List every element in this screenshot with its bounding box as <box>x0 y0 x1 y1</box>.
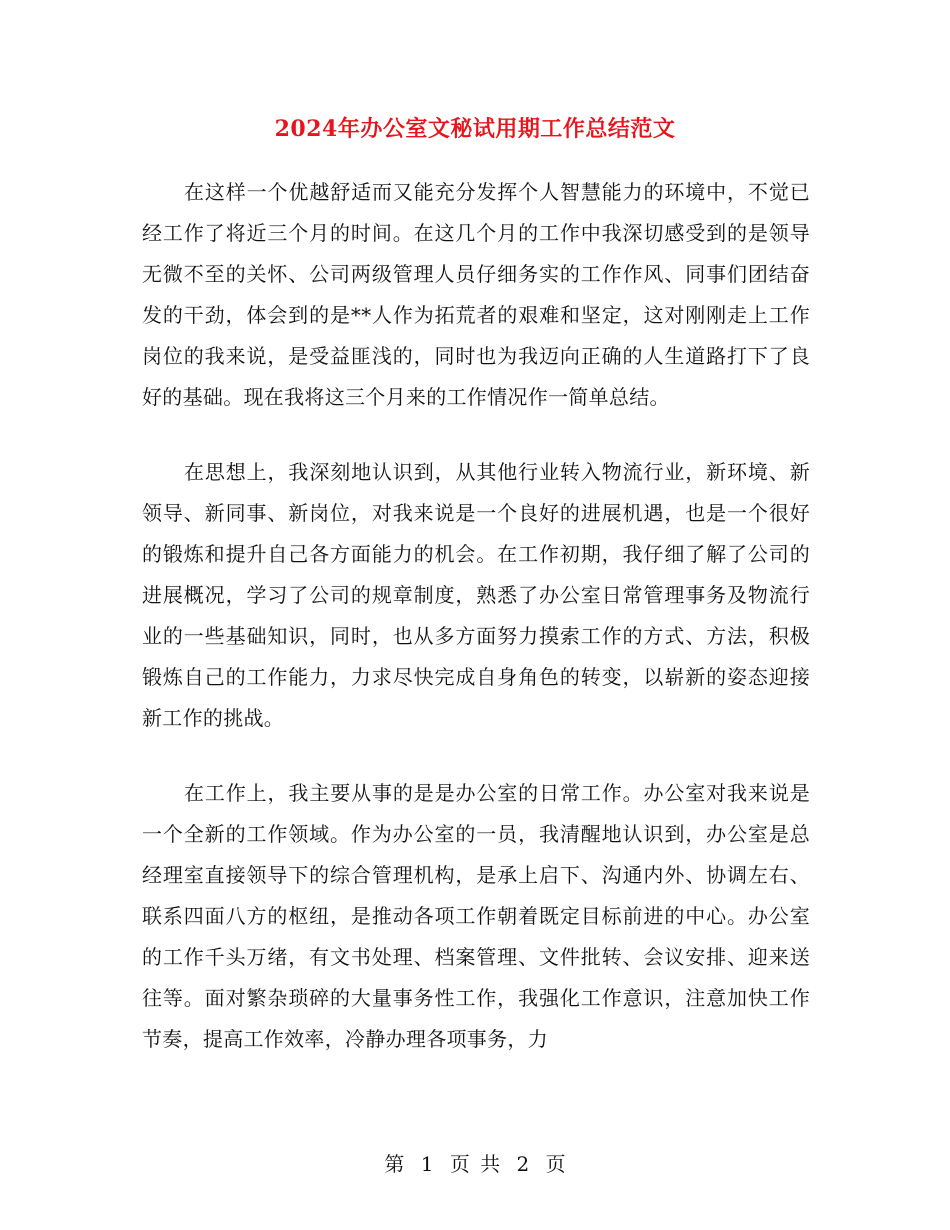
total-pages-number: 2 <box>516 1152 530 1176</box>
document-body <box>142 172 810 1094</box>
page-label-prefix: 第 <box>384 1152 405 1176</box>
page-number-footer <box>0 1150 950 1178</box>
paragraph-2: 在思想上，我深刻地认识到，从其他行业转入物流行业，新环境、新领导、新同事、新岗位，对我来说是一个良好的进展机遇，也是一个很好的锻炼和提升自己各方面能力的机会。在工作初期，我仔细了解了公司的进展概况，学习了公司的规章制度，熟悉了办公室日常管理事务及物流行业的一些基础知识，同时，也从多方面努力摸索工作的方式、方法，积极锻炼自己的工作能力，力求尽快完成自身角色的转变，以崭新的姿态迎接新工作的挑战。 <box>142 460 810 730</box>
current-page-number: 1 <box>420 1152 434 1176</box>
paragraph-3: 在工作上，我主要从事的是是办公室的日常工作。办公室对我来说是一个全新的工作领域。作为办公室的一员，我清醒地认识到，办公室是总经理室直接领导下的综合管理机构，是承上启下、沟通内外、协调左右、联系四面八方的枢纽，是推动各项工作朝着既定目标前进的中心。办公室的工作千头万绪，有文书处理、档案管理、文件批转、会议安排、迎来送往等。面对繁杂琐碎的大量事务性工作，我强化工作意识，注意加快工作节奏，提高工作效率，冷静办理各项事务，力 <box>142 781 810 1051</box>
document-title: 2024年办公室文秘试用期工作总结范文 <box>274 116 676 142</box>
page-label-mid: 页 共 <box>449 1152 501 1176</box>
paragraph-1: 在这样一个优越舒适而又能充分发挥个人智慧能力的环境中，不觉已经工作了将近三个月的时间。在这几个月的工作中我深切感受到的是领导无微不至的关怀、公司两级管理人员仔细务实的工作作风、同事们团结奋发的干劲，体会到的是**人作为拓荒者的艰难和坚定，这对刚刚走上工作岗位的我来说，是受益匪浅的，同时也为我迈向正确的人生道路打下了良好的基础。现在我将这三个月来的工作情况作一简单总结。 <box>142 180 810 409</box>
page-label-suffix: 页 <box>545 1152 566 1176</box>
